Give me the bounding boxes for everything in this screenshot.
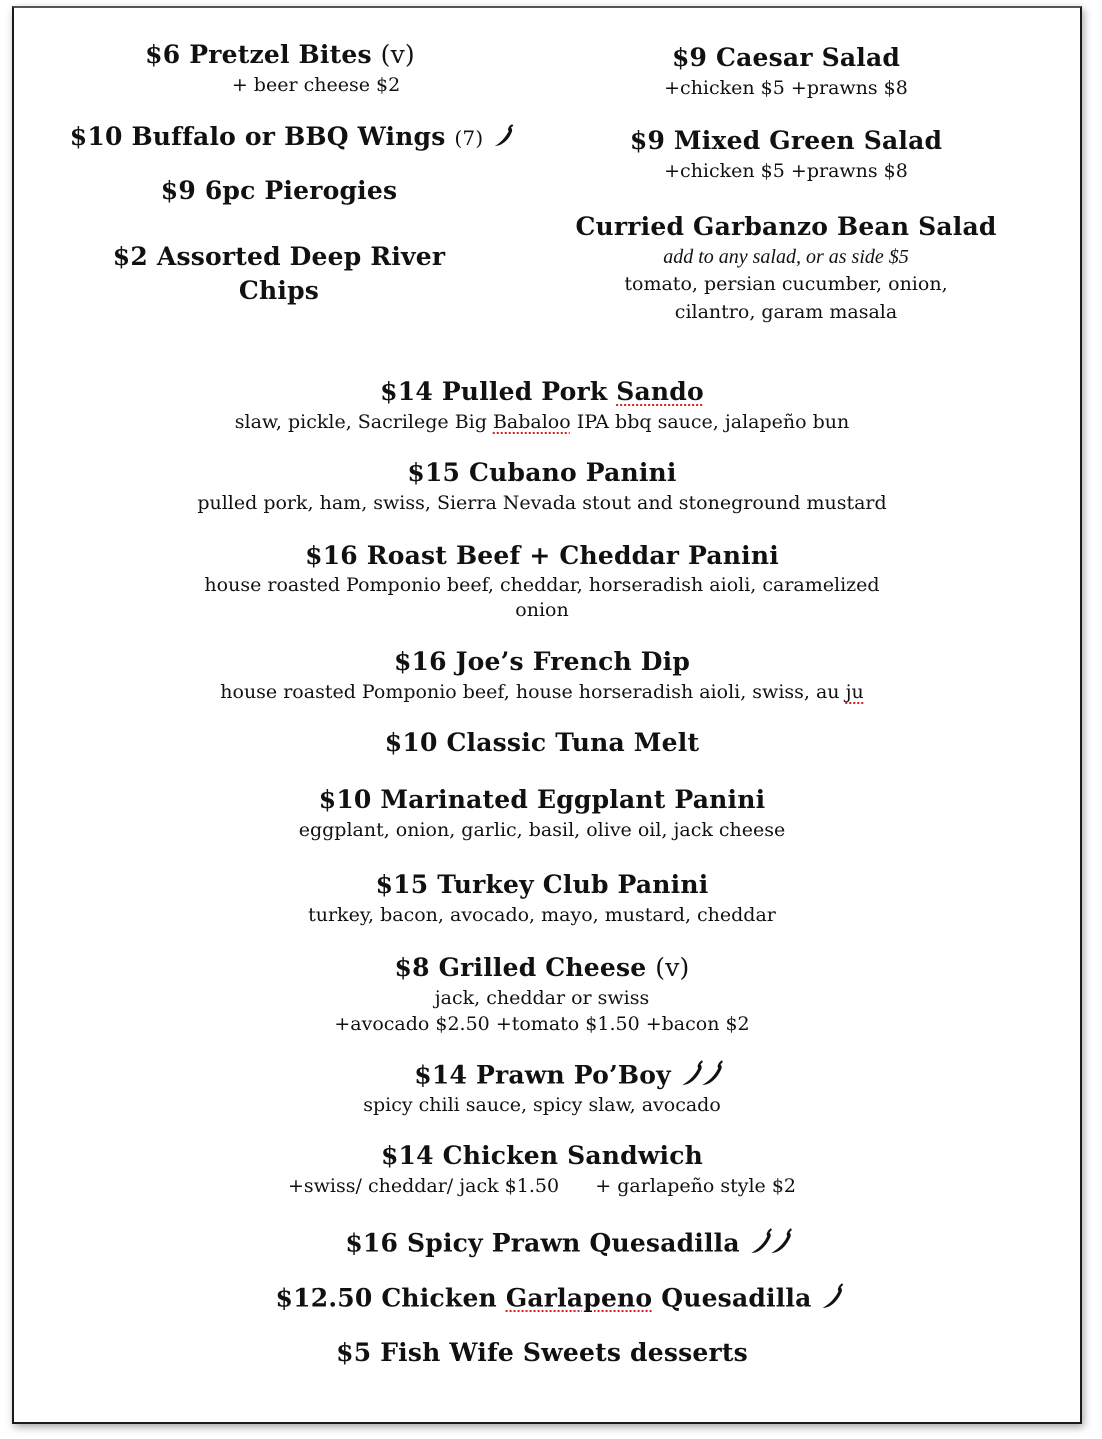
item-description: jack, cheddar or swiss [434, 987, 650, 1009]
item-title: $14 Pulled Pork [380, 377, 617, 406]
menu-item-desserts: $5 Fish Wife Sweets desserts [336, 1338, 748, 1367]
item-description: turkey, bacon, avocado, mayo, mustard, cheddar [308, 904, 776, 926]
menu-item-spicy-prawn-quesadilla [345, 1228, 794, 1262]
menu-item-pulled-pork-sando [380, 377, 704, 406]
chili-pepper-icon [492, 124, 514, 154]
double-chili-pepper-icon [680, 1060, 726, 1094]
item-title: $14 Prawn Po’Boy [414, 1060, 671, 1090]
menu-item-chicken-garlapeno-quesadilla [276, 1283, 845, 1317]
item-title: $8 Grilled Cheese [394, 953, 647, 982]
vegetarian-tag: (v) [380, 40, 415, 69]
item-title: $12.50 Chicken [275, 1283, 506, 1313]
menu-item-cubano-panini: $15 Cubano Panini [407, 458, 677, 487]
item-description: pulled pork, ham, swiss, Sierra Nevada stout and stoneground mustard [197, 492, 887, 514]
menu-item-wings [70, 122, 515, 154]
item-description: eggplant, onion, garlic, basil, olive oil, jack cheese [298, 819, 786, 841]
menu-item-turkey-club: $15 Turkey Club Panini [375, 870, 709, 899]
menu-item-chips: $2 Assorted Deep River [112, 242, 446, 271]
item-description: tomato, persian cucumber, onion, [624, 273, 948, 295]
item-title: $16 Spicy Prawn Quesadilla [345, 1228, 740, 1258]
item-description [235, 411, 850, 433]
item-title: $6 Pretzel Bites [145, 40, 372, 69]
menu-item-mixed-green-salad: $9 Mixed Green Salad [629, 126, 943, 155]
menu-item-roast-beef-panini: $16 Roast Beef + Cheddar Panini [305, 541, 779, 570]
menu-item-caesar-salad: $9 Caesar Salad [671, 43, 901, 72]
item-title: Quesadilla [652, 1283, 812, 1313]
menu-item-grilled-cheese [394, 953, 689, 982]
spellcheck-word: ju [845, 681, 864, 703]
menu-page [12, 6, 1082, 1424]
item-description: onion [515, 599, 569, 621]
menu-item-french-dip: $16 Joe’s French Dip [393, 647, 691, 676]
item-addon: +chicken $5 +prawns $8 [664, 77, 908, 99]
vegetarian-tag: (v) [655, 953, 690, 982]
item-description: cilantro, garam masala [674, 301, 898, 323]
item-description: spicy chili sauce, spicy slaw, avocado [363, 1094, 721, 1116]
item-addon: +avocado $2.50 +tomato $1.50 +bacon $2 [334, 1013, 750, 1035]
item-note: add to any salad, or as side $5 [663, 246, 909, 268]
menu-item-prawn-poboy [414, 1060, 725, 1094]
desc-text: IPA bbq sauce, jalapeño bun [570, 411, 850, 433]
menu-item-chips-line2: Chips [238, 276, 320, 305]
menu-item-pierogies: $9 6pc Pierogies [160, 176, 398, 205]
chili-pepper-icon [820, 1283, 844, 1317]
spellcheck-word: Babaloo [492, 411, 571, 433]
menu-item-garbanzo-salad: Curried Garbanzo Bean Salad [575, 212, 997, 241]
count-tag: (7) [454, 126, 484, 150]
menu-item-eggplant-panini: $10 Marinated Eggplant Panini [318, 785, 766, 814]
item-description: house roasted Pomponio beef, cheddar, horseradish aioli, caramelized [204, 574, 880, 596]
item-description [220, 681, 863, 703]
desc-text: slaw, pickle, Sacrilege Big [234, 411, 493, 433]
item-addon: + beer cheese $2 [231, 74, 401, 96]
item-title: $10 Buffalo or BBQ Wings [69, 122, 446, 151]
item-addon: +swiss/ cheddar/ jack $1.50 + garlapeño style $2 [287, 1175, 797, 1197]
double-chili-pepper-icon [749, 1228, 795, 1262]
menu-item-chicken-sandwich: $14 Chicken Sandwich [380, 1141, 704, 1170]
spellcheck-word: Sando [616, 377, 704, 406]
desc-text: house roasted Pomponio beef, house horseradish aioli, swiss, au [220, 681, 846, 703]
menu-item-tuna-melt: $10 Classic Tuna Melt [384, 728, 700, 757]
menu-item-pretzel [145, 40, 415, 69]
item-addon: +chicken $5 +prawns $8 [664, 160, 908, 182]
spellcheck-word: Garlapeno [505, 1283, 653, 1313]
